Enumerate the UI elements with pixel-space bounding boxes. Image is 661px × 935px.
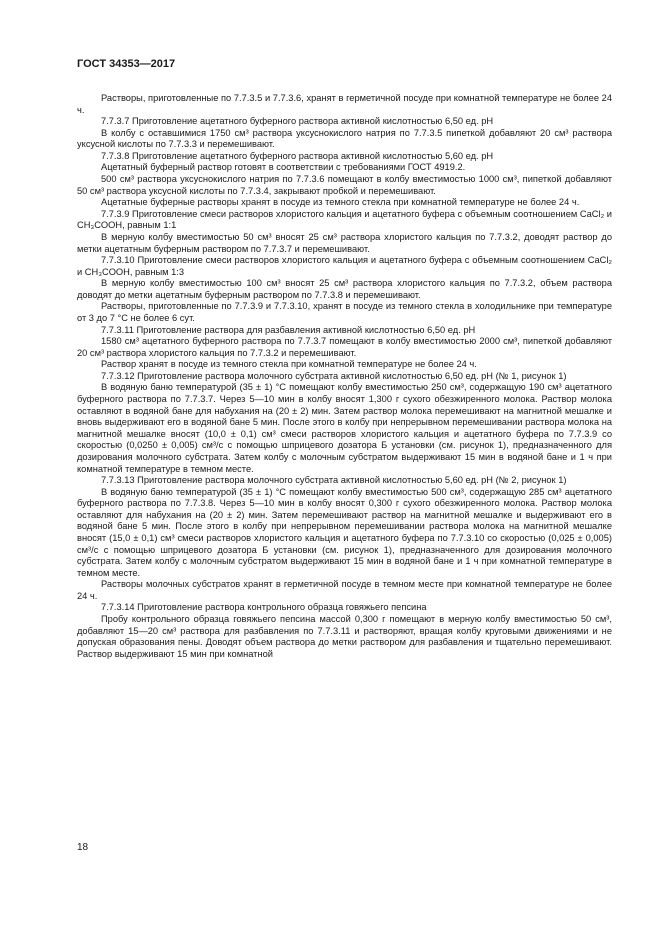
paragraph: 500 см³ раствора уксуснокислого натрия по 7.7.3.6 помещают в колбу вместимостью 1000 см³, пипеткой добавляют 50 см³ раствора уксусной кислоты по 7.7.3.4, закрывают пробкой и перемешивают. — [77, 174, 612, 196]
paragraph: Пробу контрольного образца говяжьего пепсина массой 0,300 г помещают в мерную колбу вместимостью 50 см³, добавляют 15—20 см³ раствора для разбавления по 7.7.3.11 и растворяют, вращая колбу круговыми движениями и не допуская образования пены. Доводят объем раствора до метки раствором для разбавления и тщательно перемешивают. Раствор выдерживают 15 мин при комнатной — [77, 614, 612, 659]
paragraph: 7.7.3.11 Приготовление раствора для разбавления активной кислотностью 6,50 ед. рН — [101, 324, 476, 335]
paragraph: В мерную колбу вместимостью 50 см³ вносят 25 см³ раствора хлористого кальция по 7.7.3.2, доводят раствор до метки ацетатным буферным раствором по 7.7.3.7 и перемешивают. — [77, 231, 612, 254]
paragraph: Ацетатный буферный раствор готовят в соответствии с требованиями ГОСТ 4919.2. — [101, 162, 466, 173]
paragraph: В водяную баню температурой (35 ± 1) °С помещают колбу вместимостью 500 см³, содержащую 285 см³ ацетатного буферного раствора по 7.7.3.8. Через 5—10 мин в колбу вносят 0,300 г сухого обезжиренного молока. Раствор молока оставляют для набухания на (20 ± 2) мин. Затем перемешивают раствор на магнитной мешалке и выдерживают его в водяной бане 5 мин. После этого в колбу при непрерывном перемешивании раствора молока на магнитной мешалке вносят (15,0 ± 0,1) см³ смеси растворов хлористого кальция и ацетатного буфера по 7.7.3.10 со скоростью (0,025 ± 0,005) см³/с с помощью шприцевого дозатора Б установки (см. рисунок 1), предназначенного для дозирования молочного субстрата. Затем колбу с молочным субстратом выдерживают 15 мин в водяной бане и 1 ч при комнатной температуре в темном месте. — [77, 486, 612, 578]
paragraph: 1580 см³ ацетатного буферного раствора по 7.7.3.7 помещают в колбу вместимостью 2000 см³, пипеткой добавляют 20 см³ раствора хлористого кальция по 7.7.3.2 и перемешивают. — [77, 336, 612, 358]
page-number: 18 — [77, 842, 89, 853]
paragraph: Растворы, приготовленные по 7.7.3.9 и 7.7.3.10, хранят в посуде из темного стекла в холодильнике при температуре от 3 до 7 °С не более 6 сут. — [77, 301, 612, 323]
paragraph: Растворы молочных субстратов хранят в герметичной посуде в темном месте при комнатной температуре не более 24 ч. — [77, 579, 612, 601]
paragraph: 7.7.3.14 Приготовление раствора контрольного образца говяжьего пепсина — [101, 602, 427, 613]
paragraph: В мерную колбу вместимостью 100 см³ вносят 25 см³ раствора хлористого кальция по 7.7.3.2, объем раствора доводят до метки ацетатным буферным раствором по 7.7.3.8 и перемешивают. — [77, 278, 612, 300]
paragraph: Раствор хранят в посуде из темного стекла при комнатной температуре не более 24 ч. — [101, 359, 477, 370]
body-text — [77, 93, 612, 660]
standard-header: ГОСТ 34353—2017 — [77, 58, 176, 70]
paragraph: 7.7.3.8 Приготовление ацетатного буферного раствора активной кислотностью 5,60 ед. рН — [101, 150, 494, 161]
paragraph: 7.7.3.10 Приготовление смеси растворов хлористого кальция и ацетатного буфера с объемным соотношением CaCl₂ и CH₃COOH, равным 1:3 — [77, 255, 612, 277]
paragraph: В колбу с оставшимися 1750 см³ раствора уксуснокислого натрия по 7.7.3.5 пипеткой добавляют 20 см³ раствора уксусной кислоты по 7.7.3.3 и перемешивают. — [77, 127, 612, 150]
paragraph: В водяную баню температурой (35 ± 1) °С помещают колбу вместимостью 250 см³, содержащую 190 см³ ацетатного буферного раствора по 7.7.3.7. Через 5—10 мин в колбу вносят 1,300 г сухого обезжиренного молока. Раствор молока оставляют в водяной бане для набухания на (20 ± 2) мин. Затем раствор молока перемешивают на магнитной мешалке и вновь выдерживают его в водяной бане 5 мин. После этого в колбу при непрерывном перемешивании раствора молока на магнитной мешалке вносят (10,0 ± 0,1) см³ смеси растворов хлористого кальция и ацетатного буфера по 7.7.3.9 со скоростью (0,0250 ± 0,005) см³/с с помощью шприцевого дозатора Б установки (см. рисунок 1), предназначенного для дозирования молочного субстрата. Затем колбу с молочным субстратом выдерживают 15 мин в водяной бане и 1 ч при комнатной температуре в темном месте. — [77, 382, 612, 474]
paragraph: 7.7.3.9 Приготовление смеси растворов хлористого кальция и ацетатного буфера с объемным соотношением CaCl₂ и CH₃COOH, равным 1:1 — [77, 208, 612, 231]
paragraph: Ацетатные буферные растворы хранят в посуде из темного стекла при комнатной температуре не более 24 ч. — [101, 197, 580, 208]
paragraph: 7.7.3.12 Приготовление раствора молочного субстрата активной кислотностью 6,50 ед. рН (№ 1, рисунок 1) — [101, 370, 567, 381]
paragraph: 7.7.3.13 Приготовление раствора молочного субстрата активной кислотностью 5,60 ед. рН (№ 2, рисунок 1) — [101, 475, 567, 486]
paragraph: 7.7.3.7 Приготовление ацетатного буферного раствора активной кислотностью 6,50 ед. рН — [101, 116, 494, 127]
paragraph: Растворы, приготовленные по 7.7.3.5 и 7.7.3.6, хранят в герметичной посуде при комнатной температуре не более 24 ч. — [77, 93, 612, 115]
